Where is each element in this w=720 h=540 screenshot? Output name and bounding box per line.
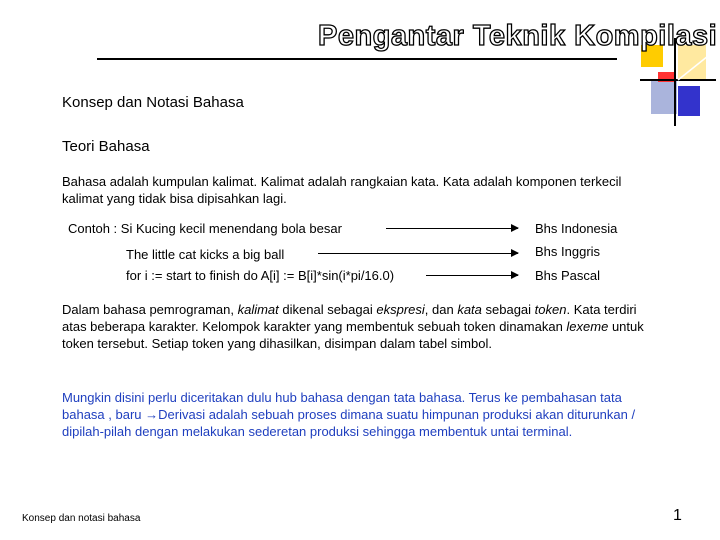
footer-label: Konsep dan notasi bahasa	[22, 513, 141, 524]
paragraph-programming-language	[62, 301, 662, 352]
p2-term-ekspresi: ekspresi	[376, 302, 425, 317]
arrow-indonesia	[386, 228, 518, 229]
example-lang-indonesia: Bhs Indonesia	[535, 221, 618, 236]
p2-text-5: . Kata terdiri atas beberapa karakter. Kelompok karakter yang membentuk sebuah token dinamakan	[62, 302, 637, 334]
arrow-english	[318, 253, 518, 254]
p2-term-kata: kata	[457, 302, 482, 317]
example-text-english: The little cat kicks a big ball	[126, 247, 285, 262]
arrow-pascal	[426, 275, 518, 276]
example-row-1	[68, 221, 342, 236]
p2-text-3: , dan	[424, 302, 458, 317]
p2-term-kalimat: kalimat	[237, 302, 279, 317]
p2-text-6: untuk token tersebut. Setiap token yang dihasilkan, disimpan dalam tabel simbol.	[62, 319, 644, 351]
p2-term-lexeme: lexeme	[566, 319, 609, 334]
slide-title: Pengantar Teknik Kompilasi	[318, 20, 718, 52]
example-text-indonesia: Si Kucing kecil menendang bola besar	[120, 221, 342, 236]
right-arrow-icon: →	[145, 407, 159, 422]
decor-blue-square	[678, 86, 700, 116]
p2-text-2: dikenal sebagai	[278, 302, 377, 317]
paragraph-derivation-note	[62, 389, 662, 440]
paragraph-definition: Bahasa adalah kumpulan kalimat. Kalimat adalah rangkaian kata. Kata adalah komponen terkecil kalimat yang tidak bisa dipisahkan lagi.	[62, 174, 622, 206]
section-subheading: Teori Bahasa	[62, 138, 150, 155]
example-lead: Contoh :	[68, 221, 118, 236]
p3-text-1: Mungkin disini perlu diceritakan dulu hub bahasa dengan tata bahasa. Terus ke pembahasan tata bahasa , baru	[62, 390, 622, 422]
section-heading: Konsep dan Notasi Bahasa	[62, 94, 244, 111]
title-underline	[97, 58, 617, 60]
decor-diagonal-line	[676, 54, 710, 82]
p2-text-1: Dalam bahasa pemrograman,	[62, 302, 238, 317]
example-lang-english: Bhs Inggris	[535, 244, 601, 259]
p3-text-2: Derivasi adalah sebuah proses dimana suatu himpunan produksi akan diturunkan / dipilah-pilah dengan melakukan sederetan produksi sehingga membentuk untai terminal.	[62, 407, 636, 439]
example-text-pascal: for i := start to finish do A[i] := B[i]*sin(i*pi/16.0)	[126, 268, 395, 283]
example-lang-pascal: Bhs Pascal	[535, 268, 601, 283]
p2-text-4: sebagai	[481, 302, 535, 317]
page-number: 1	[673, 507, 682, 524]
p2-term-token: token	[534, 302, 567, 317]
